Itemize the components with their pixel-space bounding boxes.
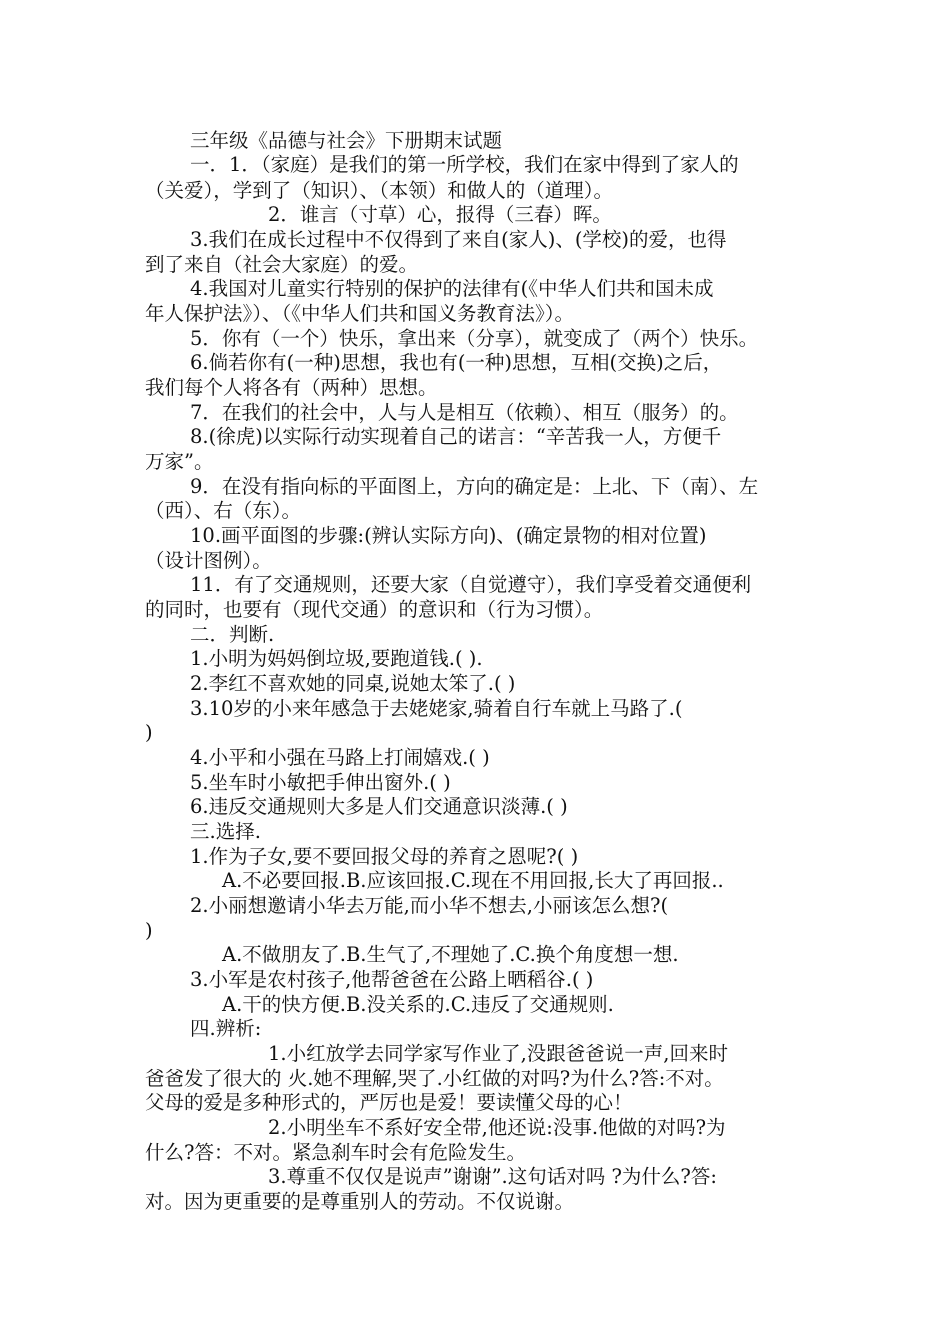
text-line: 我们每个人将各有（两种）思想。	[145, 376, 438, 399]
text-line: 到了来自（社会大家庭）的爱。	[145, 253, 419, 276]
text-line: 1.作为子女,要不要回报父母的养育之恩呢?( )	[190, 845, 579, 868]
text-line: 年人保护法》）、（《中华人们共和国义务教育法》）。	[145, 302, 575, 325]
text-line: 2.李红不喜欢她的同桌,说她太笨了.( )	[190, 672, 516, 695]
text-line: 2.小丽想邀请小华去万能,而小华不想去,小丽该怎么想?(	[190, 894, 669, 917]
text-line: 3.我们在成长过程中不仅得到了来自(家人)、(学校)的爱，也得	[190, 228, 727, 251]
text-line: A.不必要回报.B.应该回报.C.现在不用回报,长大了再回报..	[222, 869, 724, 892]
text-line: 一．1．（家庭）是我们的第一所学校，我们在家中得到了家人的	[190, 153, 739, 176]
text-line: 的同时，也要有（现代交通）的意识和（行为习惯）。	[145, 598, 604, 621]
text-line: 5．你有（一个）快乐，拿出来（分享），就变成了（两个）快乐。	[190, 327, 759, 350]
text-line: 1.小明为妈妈倒垃圾,要跑道钱.( ).	[190, 647, 483, 670]
text-line: 爸爸发了很大的 火.她不理解,哭了.小红做的对吗?为什么?答:不对。	[145, 1067, 724, 1090]
document-title: 三年级《品德与社会》下册期末试题	[190, 129, 503, 152]
text-line: （西）、右（东）。	[145, 499, 302, 522]
text-line: 什么?答：不对。紧急刹车时会有危险发生。	[145, 1141, 526, 1164]
section-heading: 四.辨析:	[190, 1017, 262, 1040]
text-line: 7．在我们的社会中，人与人是相互（依赖）、相互（服务）的。	[190, 401, 739, 424]
text-line: 2．谁言（寸草）心，报得（三春）晖。	[268, 203, 612, 226]
text-line: 万家”。	[145, 450, 214, 473]
text-line: （设计图例）。	[145, 549, 272, 572]
text-line: 6.倘若你有(一种)思想，我也有(一种)思想，互相(交换)之后，	[190, 351, 723, 374]
text-line: )	[145, 919, 153, 942]
text-line: A.干的快方便.B.没关系的.C.违反了交通规则.	[222, 993, 614, 1016]
text-line: 5.坐车时小敏把手伸出窗外.( )	[190, 771, 451, 794]
text-line: 8.(徐虎)以实际行动实现着自己的诺言：“辛苦我一人，方便千	[190, 425, 722, 448]
text-line: 9．在没有指向标的平面图上，方向的确定是：上北、下（南）、左	[190, 475, 759, 498]
text-line: 2.小明坐车不系好安全带,他还说:没事.他做的对吗?为	[268, 1116, 726, 1139]
text-line: 10.画平面图的步骤:(辨认实际方向)、(确定景物的相对位置)	[190, 524, 707, 547]
text-line: 11．有了交通规则，还要大家（自觉遵守），我们享受着交通便利	[190, 573, 752, 596]
section-heading: 三.选择.	[190, 820, 261, 843]
text-line: 4.小平和小强在马路上打闹嬉戏.( )	[190, 746, 490, 769]
text-line: 对。因为更重要的是尊重别人的劳动。不仅说谢。	[145, 1190, 575, 1213]
text-line: )	[145, 721, 153, 744]
text-line: （关爱），学到了（知识）、（本领）和做人的（道理）。	[145, 179, 614, 202]
text-line: A.不做朋友了.B.生气了,不理她了.C.换个角度想一想.	[222, 943, 679, 966]
text-line: 3.尊重不仅仅是说声”谢谢”.这句话对吗 ?为什么?答:	[268, 1165, 717, 1188]
text-line: 1.小红放学去同学家写作业了,没跟爸爸说一声,回来时	[268, 1042, 729, 1065]
text-line: 6.违反交通规则大多是人们交通意识淡薄.( )	[190, 795, 568, 818]
text-line: 3.10岁的小来年感急于去姥姥家,骑着自行车就上马路了.(	[190, 697, 683, 720]
text-line: 4.我国对儿童实行特别的保护的法律有(《中华人们共和国未成	[190, 277, 714, 300]
text-line: 父母的爱是多种形式的，严厉也是爱！要读懂父母的心！	[145, 1091, 633, 1114]
text-line: 3.小军是农村孩子,他帮爸爸在公路上晒稻谷.( )	[190, 968, 594, 991]
section-heading: 二．判断.	[190, 623, 275, 646]
